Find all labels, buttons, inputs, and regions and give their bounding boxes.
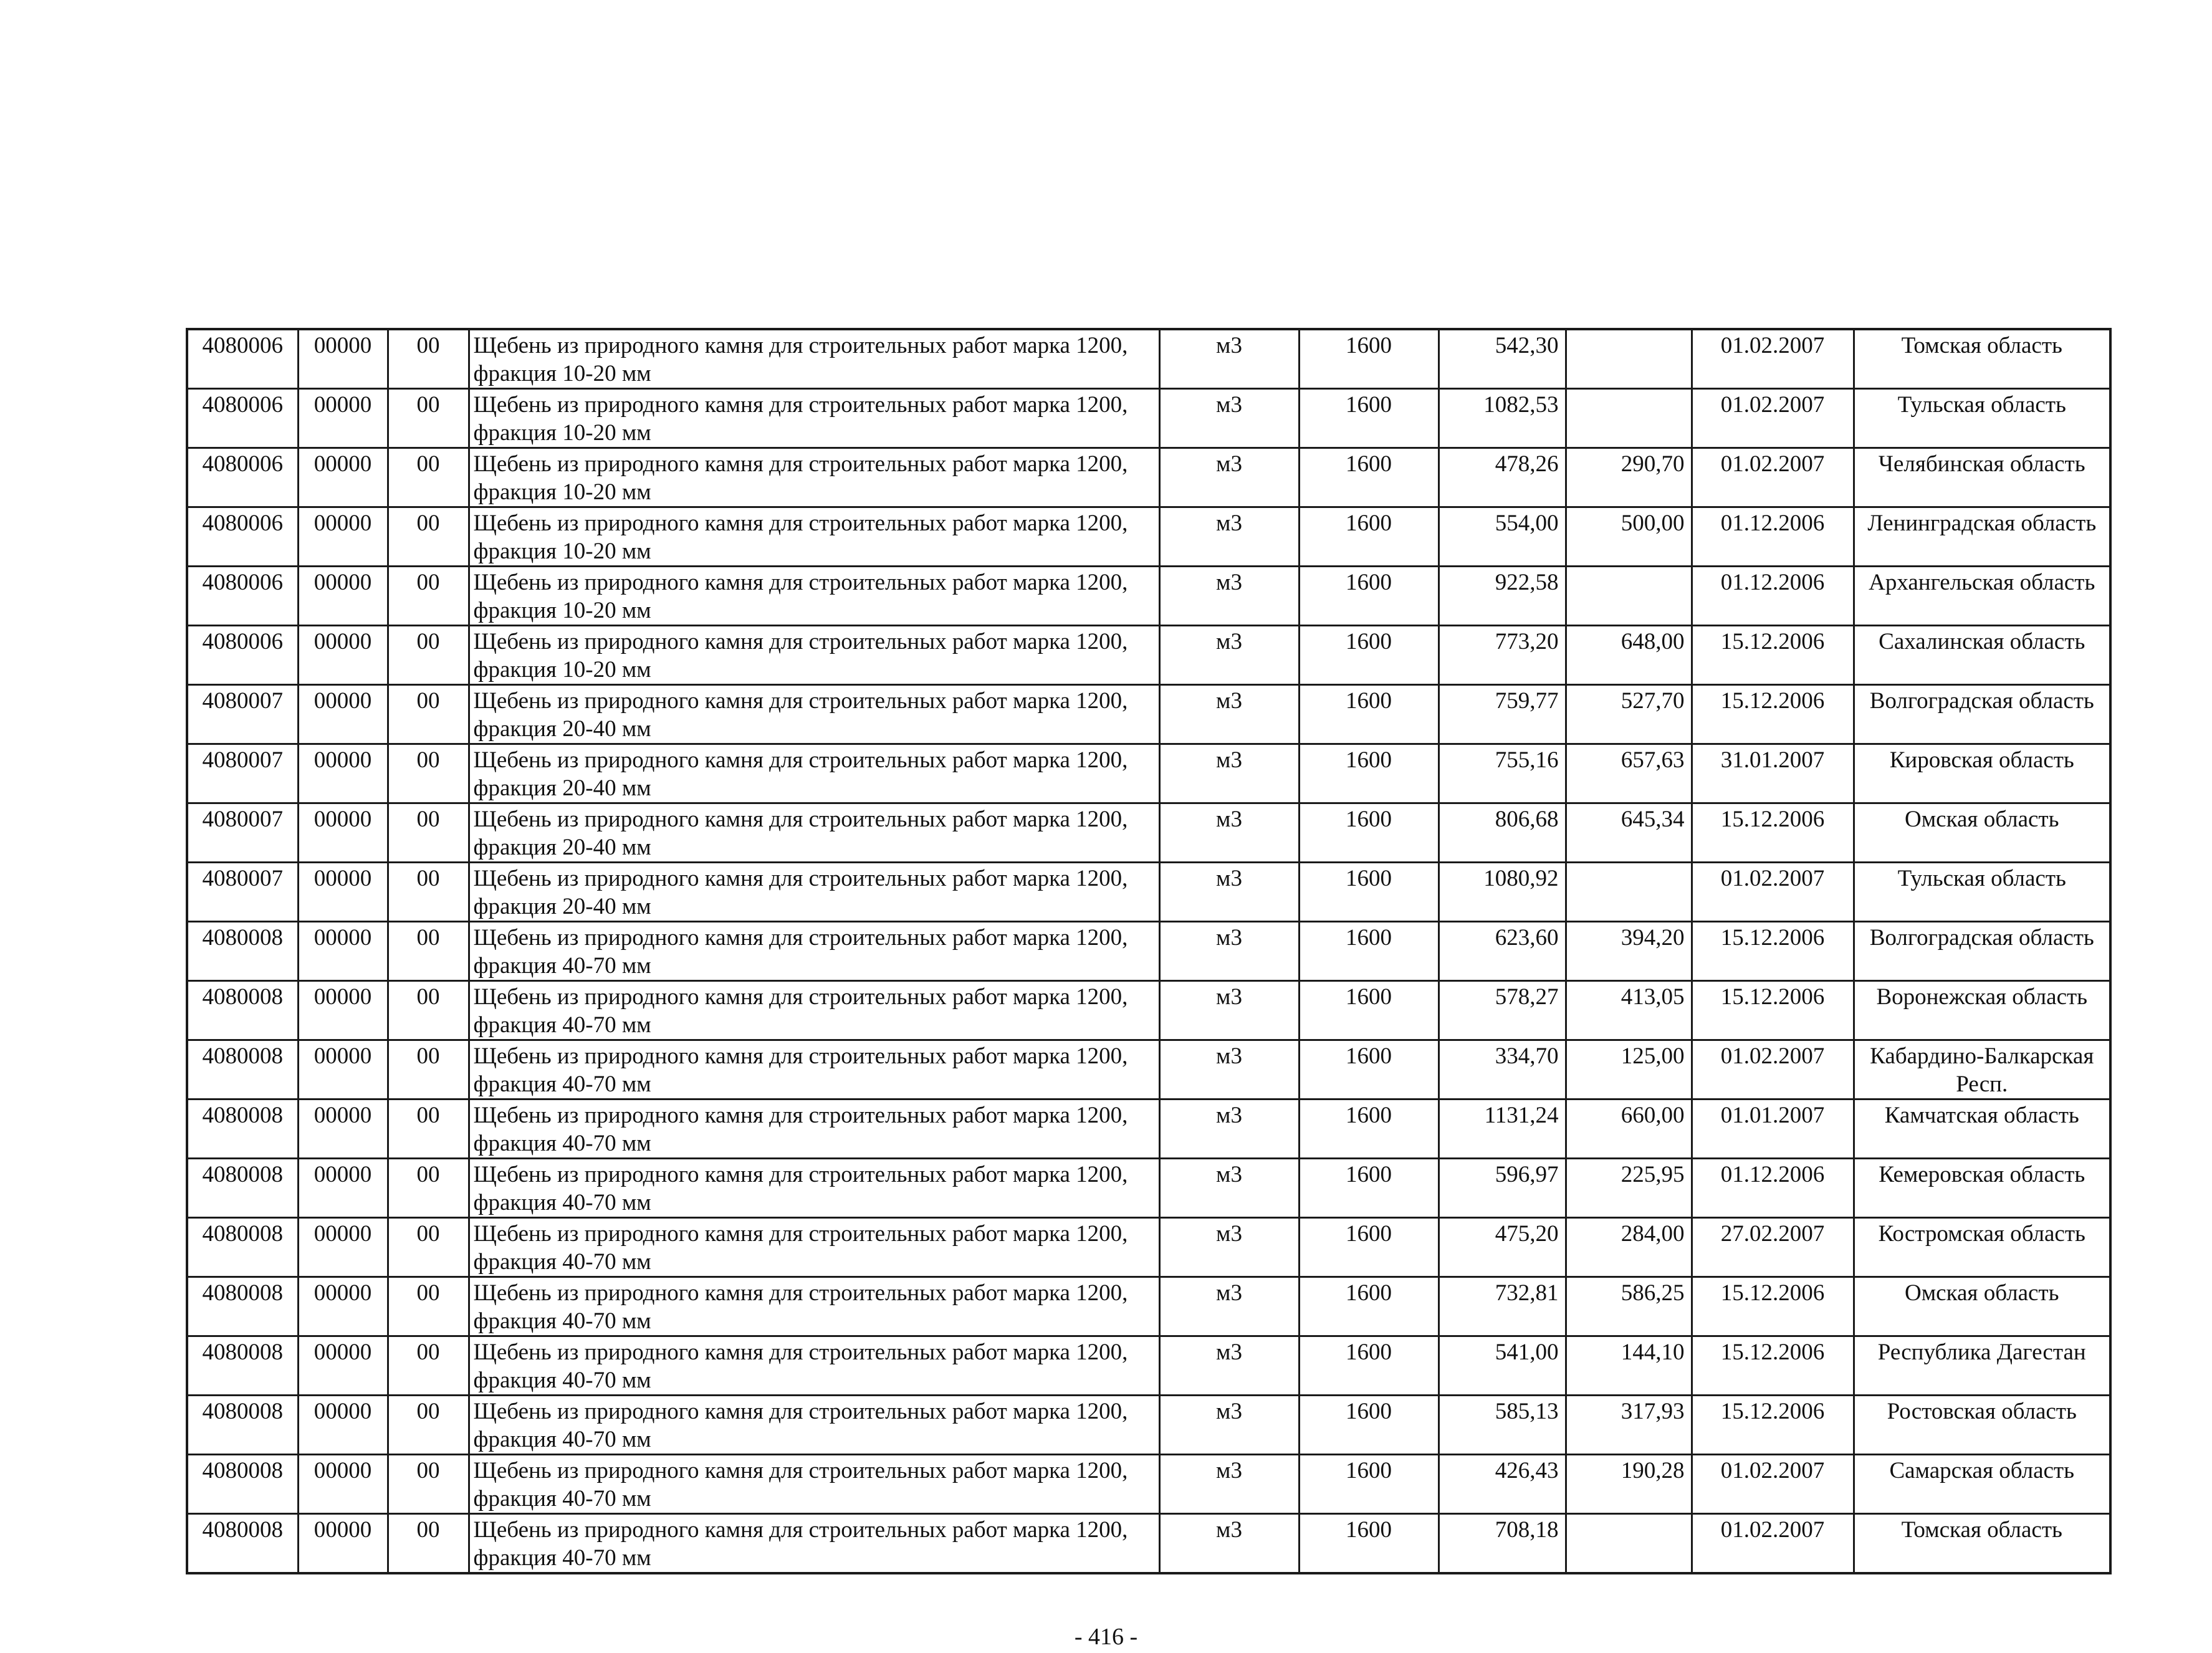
quantity-cell: 1600	[1299, 507, 1439, 567]
quantity-cell: 1600	[1299, 1159, 1439, 1218]
material-name-cell: Щебень из природного камня для строительных работ марка 1200, фракция 10-20 мм	[469, 329, 1159, 389]
date-cell: 27.02.2007	[1692, 1218, 1854, 1277]
date-cell: 01.02.2007	[1692, 863, 1854, 922]
ext-code-cell: 00	[388, 1218, 469, 1277]
date-cell: 01.02.2007	[1692, 1040, 1854, 1100]
price2-cell: 527,70	[1566, 685, 1692, 744]
table-row	[187, 685, 2110, 744]
date-cell: 15.12.2006	[1692, 685, 1854, 744]
material-name-cell: Щебень из природного камня для строительных работ марка 1200, фракция 40-70 мм	[469, 1514, 1159, 1574]
ext-code-cell: 00	[388, 389, 469, 448]
unit-cell: м3	[1159, 1100, 1299, 1159]
table-row	[187, 1040, 2110, 1100]
region-cell: Костромская область	[1854, 1218, 2110, 1277]
item-code-cell: 4080006	[187, 507, 298, 567]
subcode-cell: 00000	[298, 1336, 388, 1396]
price2-cell: 586,25	[1566, 1277, 1692, 1336]
material-name-cell: Щебень из природного камня для строительных работ марка 1200, фракция 10-20 мм	[469, 507, 1159, 567]
item-code-cell: 4080006	[187, 626, 298, 685]
price-cell: 708,18	[1439, 1514, 1566, 1574]
quantity-cell: 1600	[1299, 1455, 1439, 1514]
quantity-cell: 1600	[1299, 803, 1439, 863]
subcode-cell: 00000	[298, 1040, 388, 1100]
subcode-cell: 00000	[298, 981, 388, 1040]
subcode-cell: 00000	[298, 626, 388, 685]
price2-cell: 317,93	[1566, 1396, 1692, 1455]
unit-cell: м3	[1159, 922, 1299, 981]
region-cell: Тульская область	[1854, 389, 2110, 448]
quantity-cell: 1600	[1299, 1396, 1439, 1455]
material-name-cell: Щебень из природного камня для строительных работ марка 1200, фракция 20-40 мм	[469, 685, 1159, 744]
item-code-cell: 4080008	[187, 1396, 298, 1455]
material-name-cell: Щебень из природного камня для строительных работ марка 1200, фракция 40-70 мм	[469, 922, 1159, 981]
price-table	[186, 328, 2112, 1574]
price-cell: 541,00	[1439, 1336, 1566, 1396]
price2-cell: 144,10	[1566, 1336, 1692, 1396]
table-row	[187, 1455, 2110, 1514]
price-cell: 922,58	[1439, 567, 1566, 626]
table-row	[187, 389, 2110, 448]
item-code-cell: 4080006	[187, 567, 298, 626]
unit-cell: м3	[1159, 1396, 1299, 1455]
material-name-cell: Щебень из природного камня для строительных работ марка 1200, фракция 40-70 мм	[469, 1277, 1159, 1336]
item-code-cell: 4080008	[187, 1455, 298, 1514]
table-row	[187, 981, 2110, 1040]
ext-code-cell: 00	[388, 922, 469, 981]
region-cell: Волгоградская область	[1854, 922, 2110, 981]
price-cell: 806,68	[1439, 803, 1566, 863]
quantity-cell: 1600	[1299, 448, 1439, 507]
subcode-cell: 00000	[298, 803, 388, 863]
item-code-cell: 4080008	[187, 981, 298, 1040]
subcode-cell: 00000	[298, 1396, 388, 1455]
price-cell: 542,30	[1439, 329, 1566, 389]
price2-cell: 500,00	[1566, 507, 1692, 567]
date-cell: 15.12.2006	[1692, 981, 1854, 1040]
price2-cell: 394,20	[1566, 922, 1692, 981]
unit-cell: м3	[1159, 981, 1299, 1040]
material-name-cell: Щебень из природного камня для строительных работ марка 1200, фракция 40-70 мм	[469, 1396, 1159, 1455]
date-cell: 15.12.2006	[1692, 803, 1854, 863]
table-row	[187, 1277, 2110, 1336]
region-cell: Камчатская область	[1854, 1100, 2110, 1159]
date-cell: 01.12.2006	[1692, 507, 1854, 567]
price-cell: 1080,92	[1439, 863, 1566, 922]
region-cell: Омская область	[1854, 803, 2110, 863]
material-name-cell: Щебень из природного камня для строительных работ марка 1200, фракция 20-40 мм	[469, 863, 1159, 922]
subcode-cell: 00000	[298, 1277, 388, 1336]
material-name-cell: Щебень из природного камня для строительных работ марка 1200, фракция 10-20 мм	[469, 448, 1159, 507]
ext-code-cell: 00	[388, 803, 469, 863]
subcode-cell: 00000	[298, 744, 388, 803]
ext-code-cell: 00	[388, 1396, 469, 1455]
table-row	[187, 1396, 2110, 1455]
table-row	[187, 803, 2110, 863]
price2-cell	[1566, 389, 1692, 448]
item-code-cell: 4080006	[187, 329, 298, 389]
subcode-cell: 00000	[298, 567, 388, 626]
subcode-cell: 00000	[298, 922, 388, 981]
price2-cell: 645,34	[1566, 803, 1692, 863]
price-cell: 585,13	[1439, 1396, 1566, 1455]
region-cell: Сахалинская область	[1854, 626, 2110, 685]
item-code-cell: 4080008	[187, 1218, 298, 1277]
price-cell: 596,97	[1439, 1159, 1566, 1218]
price2-cell	[1566, 1514, 1692, 1574]
subcode-cell: 00000	[298, 507, 388, 567]
material-name-cell: Щебень из природного камня для строительных работ марка 1200, фракция 40-70 мм	[469, 1455, 1159, 1514]
price2-cell	[1566, 863, 1692, 922]
price-cell: 475,20	[1439, 1218, 1566, 1277]
subcode-cell: 00000	[298, 1514, 388, 1574]
unit-cell: м3	[1159, 803, 1299, 863]
region-cell: Тульская область	[1854, 863, 2110, 922]
price2-cell	[1566, 567, 1692, 626]
price-cell: 759,77	[1439, 685, 1566, 744]
subcode-cell: 00000	[298, 1218, 388, 1277]
ext-code-cell: 00	[388, 626, 469, 685]
date-cell: 01.02.2007	[1692, 448, 1854, 507]
material-name-cell: Щебень из природного камня для строительных работ марка 1200, фракция 40-70 мм	[469, 1100, 1159, 1159]
price-cell: 554,00	[1439, 507, 1566, 567]
price-cell: 773,20	[1439, 626, 1566, 685]
price2-cell: 125,00	[1566, 1040, 1692, 1100]
table-row	[187, 1159, 2110, 1218]
material-name-cell: Щебень из природного камня для строительных работ марка 1200, фракция 20-40 мм	[469, 744, 1159, 803]
date-cell: 31.01.2007	[1692, 744, 1854, 803]
subcode-cell: 00000	[298, 1100, 388, 1159]
region-cell: Республика Дагестан	[1854, 1336, 2110, 1396]
unit-cell: м3	[1159, 1514, 1299, 1574]
price2-cell: 225,95	[1566, 1159, 1692, 1218]
price-cell: 732,81	[1439, 1277, 1566, 1336]
date-cell: 15.12.2006	[1692, 922, 1854, 981]
ext-code-cell: 00	[388, 1159, 469, 1218]
price-cell: 426,43	[1439, 1455, 1566, 1514]
ext-code-cell: 00	[388, 744, 469, 803]
item-code-cell: 4080007	[187, 803, 298, 863]
price2-cell: 657,63	[1566, 744, 1692, 803]
item-code-cell: 4080008	[187, 1336, 298, 1396]
quantity-cell: 1600	[1299, 389, 1439, 448]
unit-cell: м3	[1159, 1218, 1299, 1277]
ext-code-cell: 00	[388, 448, 469, 507]
table-row	[187, 744, 2110, 803]
quantity-cell: 1600	[1299, 1277, 1439, 1336]
date-cell: 15.12.2006	[1692, 626, 1854, 685]
unit-cell: м3	[1159, 685, 1299, 744]
ext-code-cell: 00	[388, 1336, 469, 1396]
subcode-cell: 00000	[298, 863, 388, 922]
price2-cell: 660,00	[1566, 1100, 1692, 1159]
quantity-cell: 1600	[1299, 1040, 1439, 1100]
table-body	[187, 329, 2110, 1573]
ext-code-cell: 00	[388, 567, 469, 626]
subcode-cell: 00000	[298, 685, 388, 744]
table-row	[187, 1514, 2110, 1574]
ext-code-cell: 00	[388, 329, 469, 389]
date-cell: 15.12.2006	[1692, 1277, 1854, 1336]
quantity-cell: 1600	[1299, 1100, 1439, 1159]
material-name-cell: Щебень из природного камня для строительных работ марка 1200, фракция 40-70 мм	[469, 1159, 1159, 1218]
quantity-cell: 1600	[1299, 744, 1439, 803]
unit-cell: м3	[1159, 567, 1299, 626]
subcode-cell: 00000	[298, 329, 388, 389]
unit-cell: м3	[1159, 744, 1299, 803]
date-cell: 15.12.2006	[1692, 1396, 1854, 1455]
quantity-cell: 1600	[1299, 1218, 1439, 1277]
item-code-cell: 4080006	[187, 389, 298, 448]
price2-cell: 648,00	[1566, 626, 1692, 685]
ext-code-cell: 00	[388, 1100, 469, 1159]
region-cell: Самарская область	[1854, 1455, 2110, 1514]
price-cell: 1131,24	[1439, 1100, 1566, 1159]
ext-code-cell: 00	[388, 981, 469, 1040]
date-cell: 15.12.2006	[1692, 1336, 1854, 1396]
table-row	[187, 1336, 2110, 1396]
price-cell: 334,70	[1439, 1040, 1566, 1100]
quantity-cell: 1600	[1299, 1336, 1439, 1396]
material-name-cell: Щебень из природного камня для строительных работ марка 1200, фракция 10-20 мм	[469, 389, 1159, 448]
table-row	[187, 567, 2110, 626]
item-code-cell: 4080008	[187, 1514, 298, 1574]
quantity-cell: 1600	[1299, 685, 1439, 744]
quantity-cell: 1600	[1299, 981, 1439, 1040]
quantity-cell: 1600	[1299, 329, 1439, 389]
item-code-cell: 4080007	[187, 863, 298, 922]
unit-cell: м3	[1159, 1336, 1299, 1396]
date-cell: 01.12.2006	[1692, 1159, 1854, 1218]
ext-code-cell: 00	[388, 863, 469, 922]
table-row	[187, 922, 2110, 981]
unit-cell: м3	[1159, 1159, 1299, 1218]
item-code-cell: 4080006	[187, 448, 298, 507]
price2-cell: 190,28	[1566, 1455, 1692, 1514]
item-code-cell: 4080008	[187, 922, 298, 981]
table-row	[187, 329, 2110, 389]
item-code-cell: 4080007	[187, 685, 298, 744]
table-row	[187, 626, 2110, 685]
subcode-cell: 00000	[298, 448, 388, 507]
material-name-cell: Щебень из природного камня для строительных работ марка 1200, фракция 10-20 мм	[469, 567, 1159, 626]
unit-cell: м3	[1159, 448, 1299, 507]
region-cell: Томская область	[1854, 329, 2110, 389]
date-cell: 01.02.2007	[1692, 1455, 1854, 1514]
region-cell: Архангельская область	[1854, 567, 2110, 626]
item-code-cell: 4080008	[187, 1277, 298, 1336]
region-cell: Воронежская область	[1854, 981, 2110, 1040]
date-cell: 01.02.2007	[1692, 329, 1854, 389]
region-cell: Ленинградская область	[1854, 507, 2110, 567]
ext-code-cell: 00	[388, 1277, 469, 1336]
material-name-cell: Щебень из природного камня для строительных работ марка 1200, фракция 40-70 мм	[469, 1336, 1159, 1396]
unit-cell: м3	[1159, 626, 1299, 685]
table-row	[187, 1100, 2110, 1159]
price-cell: 755,16	[1439, 744, 1566, 803]
date-cell: 01.12.2006	[1692, 567, 1854, 626]
page-number: - 416 -	[1074, 1624, 1138, 1650]
date-cell: 01.02.2007	[1692, 389, 1854, 448]
unit-cell: м3	[1159, 389, 1299, 448]
price2-cell	[1566, 329, 1692, 389]
region-cell: Кабардино-Балкарская Респ.	[1854, 1040, 2110, 1100]
ext-code-cell: 00	[388, 1455, 469, 1514]
subcode-cell: 00000	[298, 1159, 388, 1218]
quantity-cell: 1600	[1299, 567, 1439, 626]
material-name-cell: Щебень из природного камня для строительных работ марка 1200, фракция 10-20 мм	[469, 626, 1159, 685]
date-cell: 01.01.2007	[1692, 1100, 1854, 1159]
material-name-cell: Щебень из природного камня для строительных работ марка 1200, фракция 40-70 мм	[469, 1218, 1159, 1277]
price2-cell: 290,70	[1566, 448, 1692, 507]
unit-cell: м3	[1159, 863, 1299, 922]
region-cell: Томская область	[1854, 1514, 2110, 1574]
unit-cell: м3	[1159, 1455, 1299, 1514]
item-code-cell: 4080008	[187, 1040, 298, 1100]
table-row	[187, 507, 2110, 567]
price-cell: 623,60	[1439, 922, 1566, 981]
region-cell: Челябинская область	[1854, 448, 2110, 507]
subcode-cell: 00000	[298, 389, 388, 448]
price2-cell: 413,05	[1566, 981, 1692, 1040]
region-cell: Ростовская область	[1854, 1396, 2110, 1455]
ext-code-cell: 00	[388, 1040, 469, 1100]
material-name-cell: Щебень из природного камня для строительных работ марка 1200, фракция 40-70 мм	[469, 981, 1159, 1040]
quantity-cell: 1600	[1299, 1514, 1439, 1574]
ext-code-cell: 00	[388, 1514, 469, 1574]
ext-code-cell: 00	[388, 685, 469, 744]
unit-cell: м3	[1159, 1277, 1299, 1336]
quantity-cell: 1600	[1299, 863, 1439, 922]
material-name-cell: Щебень из природного камня для строительных работ марка 1200, фракция 20-40 мм	[469, 803, 1159, 863]
table-row	[187, 1218, 2110, 1277]
region-cell: Омская область	[1854, 1277, 2110, 1336]
quantity-cell: 1600	[1299, 922, 1439, 981]
table-row	[187, 448, 2110, 507]
price2-cell: 284,00	[1566, 1218, 1692, 1277]
region-cell: Кировская область	[1854, 744, 2110, 803]
quantity-cell: 1600	[1299, 626, 1439, 685]
table-row	[187, 863, 2110, 922]
price-cell: 478,26	[1439, 448, 1566, 507]
region-cell: Волгоградская область	[1854, 685, 2110, 744]
item-code-cell: 4080008	[187, 1159, 298, 1218]
unit-cell: м3	[1159, 329, 1299, 389]
unit-cell: м3	[1159, 507, 1299, 567]
unit-cell: м3	[1159, 1040, 1299, 1100]
item-code-cell: 4080008	[187, 1100, 298, 1159]
price-cell: 1082,53	[1439, 389, 1566, 448]
material-name-cell: Щебень из природного камня для строительных работ марка 1200, фракция 40-70 мм	[469, 1040, 1159, 1100]
item-code-cell: 4080007	[187, 744, 298, 803]
price-cell: 578,27	[1439, 981, 1566, 1040]
date-cell: 01.02.2007	[1692, 1514, 1854, 1574]
region-cell: Кемеровская область	[1854, 1159, 2110, 1218]
ext-code-cell: 00	[388, 507, 469, 567]
subcode-cell: 00000	[298, 1455, 388, 1514]
